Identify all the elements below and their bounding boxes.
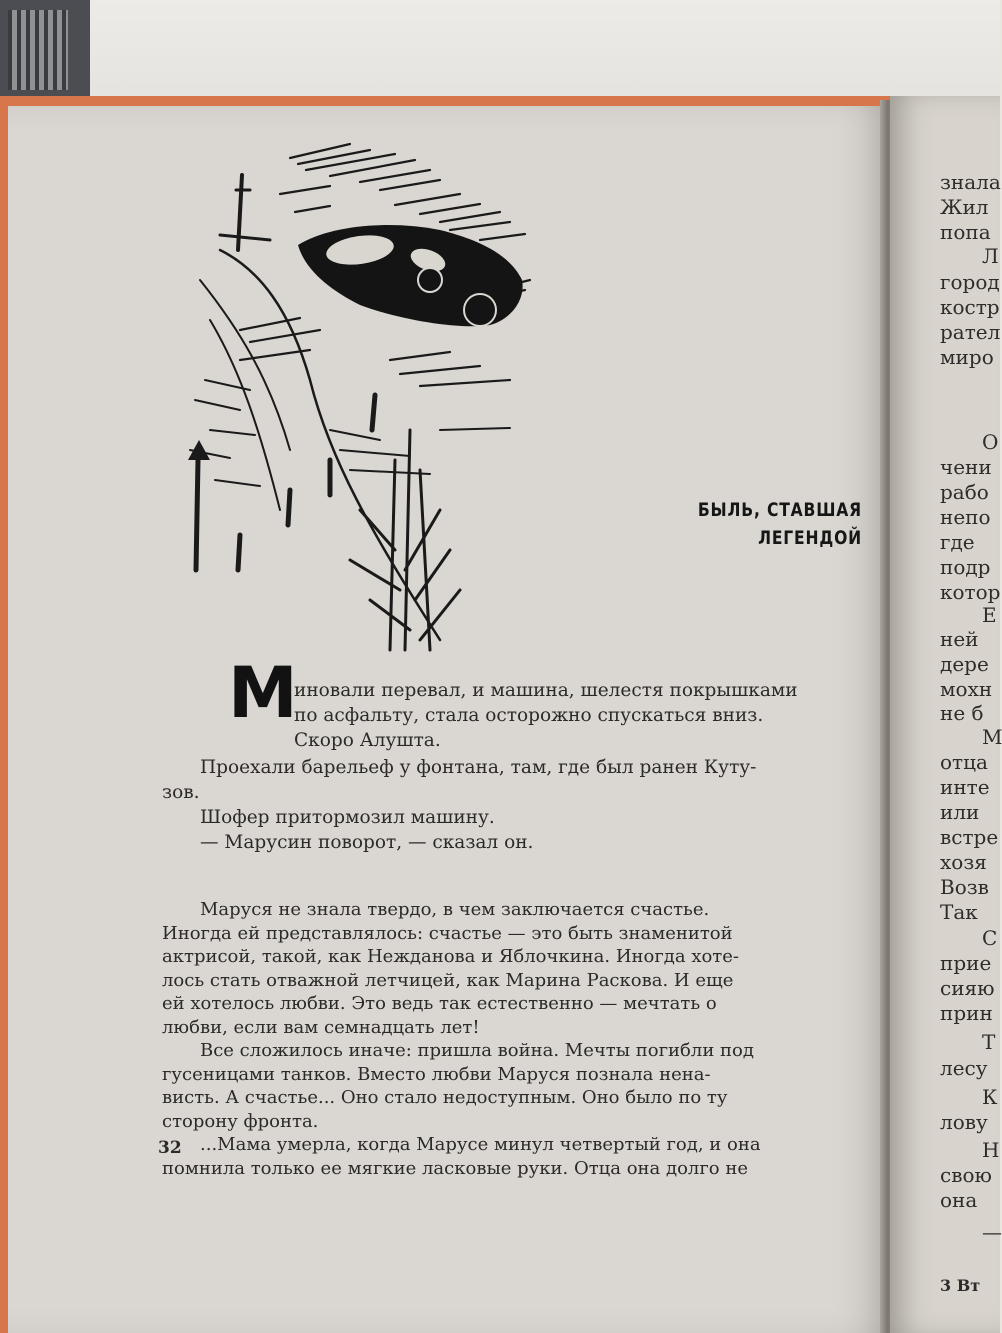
chapter-title-line2: ЛЕГЕНДОЙ — [758, 527, 862, 549]
text-line: помнила только ее мягкие ласковые руки. Отца она долго не — [162, 1157, 748, 1179]
right-page-text: К — [982, 1085, 998, 1109]
car-on-mountain-road-illustration — [180, 130, 560, 660]
text-line: актрисой, такой, как Нежданова и Яблочкина. Иногда хоте- — [162, 946, 739, 967]
right-page-text: Л — [982, 244, 999, 268]
chapter-title-line1: БЫЛЬ, СТАВШАЯ — [697, 499, 862, 521]
right-page-text: отца — [940, 750, 988, 774]
text-line: иновали перевал, и машина, шелестя покрышками — [294, 680, 798, 701]
intro-paragraph — [162, 755, 860, 855]
text-line: Шофер притормозил машину. — [200, 807, 495, 828]
right-page-text: непо — [940, 505, 991, 529]
body-text — [162, 898, 862, 1180]
right-page-text: Так — [940, 900, 978, 924]
right-page-text: прин — [940, 1001, 993, 1025]
right-page-text: не б — [940, 701, 984, 725]
text-line: Иногда ей представлялось: счастье — это быть знаменитой — [162, 922, 733, 944]
right-page-text: знала — [940, 170, 1001, 194]
text-line: зов. — [162, 782, 200, 803]
right-page-footer: 3 Вт — [940, 1276, 981, 1295]
right-page-text: сияю — [940, 976, 995, 1000]
right-page-text: рател — [940, 320, 1001, 344]
text-line: — Марусин поворот, — сказал он. — [200, 832, 534, 853]
right-page-text: Возв — [940, 875, 989, 899]
right-page-text: прие — [940, 951, 992, 975]
right-page-text: лесу — [940, 1056, 988, 1080]
text-line: по асфальту, стала осторожно спускаться вниз. — [294, 705, 764, 726]
right-page-text: Н — [982, 1138, 1000, 1162]
text-line: Маруся не знала твердо, в чем заключается счастье. — [200, 899, 710, 920]
right-page-text: подр — [940, 555, 991, 579]
right-page-text: или — [940, 800, 980, 824]
chapter-title — [647, 496, 862, 552]
right-page-text: костр — [940, 295, 1000, 319]
right-page-text: миро — [940, 345, 994, 369]
background-object — [0, 0, 90, 105]
right-page-text: Т — [982, 1030, 996, 1054]
text-line: ей хотелось любви. Это ведь так естественно — мечтать о — [162, 993, 717, 1014]
right-page-text: лову — [940, 1110, 988, 1134]
right-page-text: М — [982, 725, 1002, 749]
right-page-text: — — [982, 1220, 1002, 1244]
right-page-text: дере — [940, 652, 989, 676]
right-page-text: рабо — [940, 480, 989, 504]
text-line: Все сложилось иначе: пришла война. Мечты погибли под — [200, 1040, 754, 1061]
right-page-text: встре — [940, 825, 999, 849]
right-page-text: котор — [940, 580, 1001, 604]
text-line: висть. А счастье... Оно стало недоступным. Оно было по ту — [162, 1087, 728, 1108]
right-page-text: хозя — [940, 850, 987, 874]
right-page-text: инте — [940, 775, 990, 799]
opening-paragraph — [294, 678, 860, 753]
right-page-text: С — [982, 926, 998, 950]
text-line: ...Мама умерла, когда Марусе минул четвертый год, и она — [200, 1134, 761, 1155]
right-page-text: ней — [940, 627, 979, 651]
right-page-text: она — [940, 1188, 978, 1212]
right-page-text: свою — [940, 1163, 992, 1187]
text-line: лось стать отважной летчицей, как Марина Раскова. И еще — [162, 969, 734, 991]
right-page-text: О — [982, 430, 999, 454]
right-page-text: чени — [940, 455, 992, 479]
text-line: гусеницами танков. Вместо любви Маруся познала нена- — [162, 1063, 711, 1085]
text-line: сторону фронта. — [162, 1110, 319, 1132]
right-page-text: Жил — [940, 195, 989, 219]
right-page-text: мохн — [940, 677, 993, 701]
drop-cap-letter: М — [228, 652, 298, 734]
right-page-text: где — [940, 530, 975, 554]
text-line: Проехали барельеф у фонтана, там, где был ранен Куту- — [200, 757, 757, 778]
text-line: Скоро Алушта. — [294, 730, 441, 751]
right-page-text: город — [940, 270, 1000, 294]
right-page-text: попа — [940, 220, 991, 244]
right-page-text: Е — [982, 603, 997, 627]
page-number: 32 — [158, 1138, 182, 1158]
text-line: любви, если вам семнадцать лет! — [162, 1016, 480, 1038]
